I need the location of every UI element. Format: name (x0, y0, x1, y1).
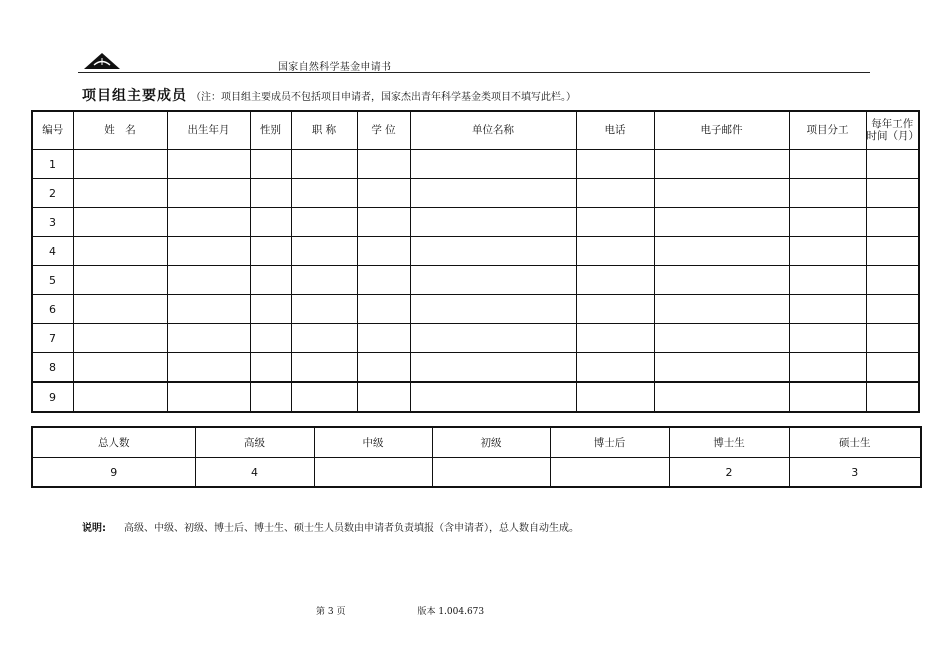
cell-phone[interactable] (576, 382, 654, 412)
row-number: 5 (32, 266, 73, 295)
cell-organization[interactable] (410, 179, 576, 208)
summary-header-masters: 硕士生 (789, 427, 921, 458)
cell-email[interactable] (654, 324, 789, 353)
cell-name[interactable] (73, 237, 167, 266)
cell-role[interactable] (789, 208, 866, 237)
cell-birth[interactable] (167, 353, 250, 383)
cell-email[interactable] (654, 237, 789, 266)
summary-header-senior: 高级 (195, 427, 314, 458)
cell-email[interactable] (654, 266, 789, 295)
cell-email[interactable] (654, 150, 789, 179)
col-header-title: 职 称 (291, 111, 357, 150)
cell-months[interactable] (866, 382, 919, 412)
cell-title[interactable] (291, 266, 357, 295)
cell-gender[interactable] (250, 150, 291, 179)
cell-email[interactable] (654, 179, 789, 208)
cell-months[interactable] (866, 295, 919, 324)
cell-title[interactable] (291, 179, 357, 208)
cell-role[interactable] (789, 237, 866, 266)
summary-value-total[interactable]: 9 (32, 458, 195, 488)
cell-birth[interactable] (167, 237, 250, 266)
cell-gender[interactable] (250, 266, 291, 295)
cell-name[interactable] (73, 150, 167, 179)
cell-degree[interactable] (357, 208, 410, 237)
cell-gender[interactable] (250, 382, 291, 412)
summary-value-masters[interactable]: 3 (789, 458, 921, 488)
cell-degree[interactable] (357, 382, 410, 412)
row-number: 8 (32, 353, 73, 383)
cell-name[interactable] (73, 208, 167, 237)
cell-title[interactable] (291, 382, 357, 412)
cell-organization[interactable] (410, 237, 576, 266)
cell-birth[interactable] (167, 295, 250, 324)
cell-phone[interactable] (576, 237, 654, 266)
cell-gender[interactable] (250, 208, 291, 237)
cell-name[interactable] (73, 324, 167, 353)
summary-header-postdoc: 博士后 (550, 427, 669, 458)
col-header-gender: 性别 (250, 111, 291, 150)
cell-months[interactable] (866, 150, 919, 179)
col-header-phone: 电话 (576, 111, 654, 150)
cell-months[interactable] (866, 179, 919, 208)
cell-title[interactable] (291, 208, 357, 237)
row-number: 4 (32, 237, 73, 266)
cell-phone[interactable] (576, 295, 654, 324)
table-row (32, 237, 919, 266)
summary-header-total: 总人数 (32, 427, 195, 458)
table-row (32, 179, 919, 208)
cell-email[interactable] (654, 295, 789, 324)
version-label: 版本 1.004.673 (417, 607, 485, 617)
cell-months[interactable] (866, 208, 919, 237)
cell-organization[interactable] (410, 208, 576, 237)
summary-header-intermediate: 中级 (314, 427, 432, 458)
cell-gender[interactable] (250, 237, 291, 266)
cell-gender[interactable] (250, 353, 291, 383)
cell-organization[interactable] (410, 353, 576, 383)
cell-role[interactable] (789, 295, 866, 324)
summary-values-row (32, 458, 921, 488)
cell-birth[interactable] (167, 324, 250, 353)
summary-header-phd: 博士生 (669, 427, 789, 458)
cell-email[interactable] (654, 382, 789, 412)
cell-degree[interactable] (357, 266, 410, 295)
header-divider (78, 72, 870, 73)
cell-months[interactable] (866, 324, 919, 353)
col-header-role: 项目分工 (789, 111, 866, 150)
cell-phone[interactable] (576, 353, 654, 383)
cell-phone[interactable] (576, 324, 654, 353)
summary-header-row (32, 427, 921, 458)
cell-email[interactable] (654, 353, 789, 383)
table-row (32, 353, 919, 383)
cell-email[interactable] (654, 208, 789, 237)
row-number: 1 (32, 150, 73, 179)
section-note: （注：项目组主要成员不包括项目申请者，国家杰出青年科学基金类项目不填写此栏。） (191, 92, 576, 103)
table-row (32, 208, 919, 237)
cell-degree[interactable] (357, 150, 410, 179)
cell-title[interactable] (291, 324, 357, 353)
nsfc-logo-icon (84, 52, 120, 70)
cell-birth[interactable] (167, 208, 250, 237)
cell-name[interactable] (73, 382, 167, 412)
cell-degree[interactable] (357, 324, 410, 353)
cell-organization[interactable] (410, 150, 576, 179)
cell-birth[interactable] (167, 150, 250, 179)
summary-value-intermediate[interactable] (314, 458, 432, 488)
cell-degree[interactable] (357, 179, 410, 208)
summary-value-postdoc[interactable] (550, 458, 669, 488)
col-header-degree: 学 位 (357, 111, 410, 150)
table-row (32, 324, 919, 353)
section-heading (82, 85, 576, 105)
cell-title[interactable] (291, 295, 357, 324)
row-number: 2 (32, 179, 73, 208)
summary-value-junior[interactable] (432, 458, 550, 488)
cell-phone[interactable] (576, 266, 654, 295)
cell-phone[interactable] (576, 150, 654, 179)
cell-name[interactable] (73, 266, 167, 295)
summary-table (31, 426, 922, 488)
explanation-text: 高级、中级、初级、博士后、博士生、硕士生人员数由申请者负责填报（含申请者），总人数自动生成。 (124, 523, 579, 534)
cell-name[interactable] (73, 295, 167, 324)
cell-role[interactable] (789, 150, 866, 179)
cell-birth[interactable] (167, 266, 250, 295)
col-header-birth: 出生年月 (167, 111, 250, 150)
cell-degree[interactable] (357, 295, 410, 324)
section-title: 项目组主要成员 (82, 88, 187, 104)
cell-title[interactable] (291, 237, 357, 266)
row-number: 6 (32, 295, 73, 324)
col-header-organization: 单位名称 (410, 111, 576, 150)
cell-gender[interactable] (250, 324, 291, 353)
cell-birth[interactable] (167, 179, 250, 208)
cell-gender[interactable] (250, 295, 291, 324)
cell-title[interactable] (291, 353, 357, 383)
cell-months[interactable] (866, 266, 919, 295)
table-row (32, 295, 919, 324)
table-row (32, 382, 919, 412)
cell-phone[interactable] (576, 179, 654, 208)
cell-name[interactable] (73, 179, 167, 208)
table-row (32, 150, 919, 179)
cell-gender[interactable] (250, 179, 291, 208)
cell-role[interactable] (789, 179, 866, 208)
page-footer (316, 604, 484, 617)
summary-value-phd[interactable]: 2 (669, 458, 789, 488)
col-header-email: 电子邮件 (654, 111, 789, 150)
page-number: 第 3 页 (316, 607, 346, 617)
col-header-number: 编号 (32, 111, 73, 150)
cell-name[interactable] (73, 353, 167, 383)
cell-months[interactable] (866, 237, 919, 266)
explanation-note (82, 519, 579, 534)
row-number: 3 (32, 208, 73, 237)
cell-organization[interactable] (410, 382, 576, 412)
cell-organization[interactable] (410, 266, 576, 295)
cell-role[interactable] (789, 324, 866, 353)
cell-degree[interactable] (357, 237, 410, 266)
col-header-name: 姓 名 (73, 111, 167, 150)
summary-value-senior[interactable]: 4 (195, 458, 314, 488)
table-row (32, 266, 919, 295)
cell-organization[interactable] (410, 295, 576, 324)
explanation-label: 说明: (82, 523, 106, 534)
cell-role[interactable] (789, 266, 866, 295)
cell-birth[interactable] (167, 382, 250, 412)
members-table (31, 110, 920, 413)
cell-phone[interactable] (576, 208, 654, 237)
summary-header-junior: 初级 (432, 427, 550, 458)
row-number: 9 (32, 382, 73, 412)
col-header-months: 每年工作时间（月） (866, 111, 919, 150)
members-header-row (32, 111, 919, 150)
cell-months[interactable] (866, 353, 919, 383)
cell-degree[interactable] (357, 353, 410, 383)
cell-role[interactable] (789, 353, 866, 383)
cell-role[interactable] (789, 382, 866, 412)
document-header-title: 国家自然科学基金申请书 (278, 62, 392, 73)
cell-organization[interactable] (410, 324, 576, 353)
row-number: 7 (32, 324, 73, 353)
cell-title[interactable] (291, 150, 357, 179)
